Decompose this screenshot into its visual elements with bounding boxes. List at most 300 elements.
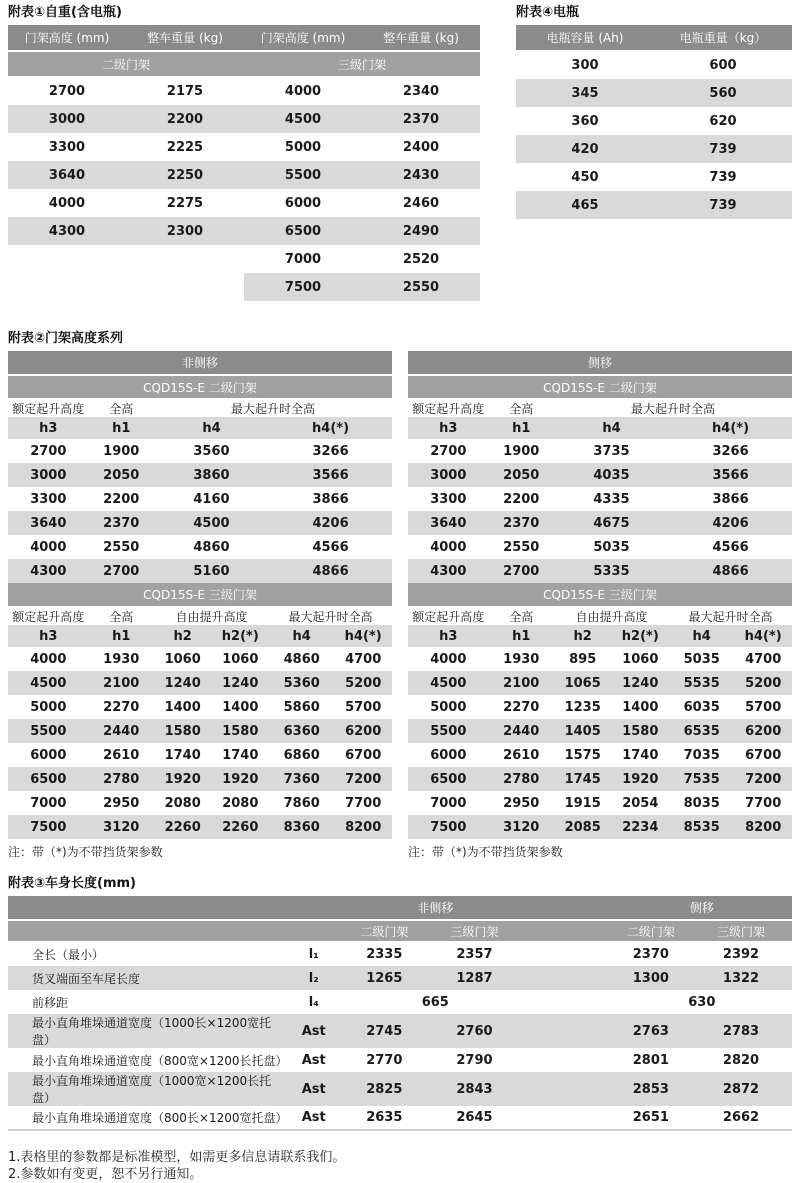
mast-value-cell: 2054 xyxy=(622,795,659,811)
mast-value-cell: 1575 xyxy=(564,747,601,763)
mast-value-cell: 4675 xyxy=(554,511,669,535)
mast-value-cell: 8360 xyxy=(269,815,334,839)
mast-value-cell: 7360 xyxy=(269,767,334,791)
mast-value-cell: 6535 xyxy=(669,719,734,743)
battery-value-cell: 450 xyxy=(571,169,599,185)
mast-data-row xyxy=(8,743,392,767)
mast-value-cell: 8035 xyxy=(683,795,720,811)
mast-value-cell: 2950 xyxy=(503,795,540,811)
mast-value-cell: 2234 xyxy=(611,815,669,839)
battery-value-cell: 300 xyxy=(571,58,599,73)
mast-value-cell: 5860 xyxy=(283,699,320,715)
mast-data-row xyxy=(8,791,392,815)
symbol-header: h2 xyxy=(154,625,212,647)
mast-value-cell: 2440 xyxy=(489,719,554,743)
length-value-cell: 2645 xyxy=(424,1106,526,1130)
length-value-cell: 2662 xyxy=(690,1106,792,1130)
weight-value-cell: 2400 xyxy=(402,139,440,155)
symbol-header-row xyxy=(408,417,792,439)
mast-data-row xyxy=(8,535,392,559)
symbol-header: h3 xyxy=(408,417,489,439)
self-weight-header-row xyxy=(8,25,480,51)
weight-value-cell xyxy=(126,245,244,273)
mast-value-cell: 2085 xyxy=(554,815,612,839)
footnotes xyxy=(8,1149,792,1183)
param-symbol: l₂ xyxy=(282,966,345,990)
mast-value-cell: 4866 xyxy=(669,559,792,583)
mast-value-cell: 7000 xyxy=(430,795,467,811)
group-header: 全高 xyxy=(89,399,154,417)
mast-data-row xyxy=(8,719,392,743)
length-value-cell: 2853 xyxy=(612,1072,690,1106)
column-header: 门架高度 (mm) xyxy=(8,25,126,51)
mast-value-cell: 8535 xyxy=(669,815,734,839)
mast-value-cell: 6700 xyxy=(745,747,782,763)
body-length-group-row xyxy=(8,896,792,920)
mast-value-cell: 1060 xyxy=(622,651,659,667)
column-header: 整车重量 (kg) xyxy=(362,25,480,51)
weight-value-cell: 2370 xyxy=(362,105,480,133)
mast-value-cell: 1920 xyxy=(211,767,269,791)
model-header: CQD15S-E 二级门架 xyxy=(8,375,392,399)
battery-row xyxy=(516,107,792,135)
mast-value-cell: 4500 xyxy=(408,671,489,695)
shift-header-row xyxy=(8,351,392,375)
mast-value-cell: 7500 xyxy=(408,815,489,839)
mast-value-cell: 7700 xyxy=(745,795,782,811)
weight-value-cell: 2250 xyxy=(126,161,244,189)
mast-value-cell: 2050 xyxy=(89,463,154,487)
mast-series-row xyxy=(8,351,792,860)
mast-value-cell: 8200 xyxy=(334,815,392,839)
self-weight-row xyxy=(8,161,480,189)
mast-value-cell: 5500 xyxy=(408,719,489,743)
mast-value-cell: 3300 xyxy=(30,491,67,507)
param-symbol: Ast xyxy=(301,1052,326,1068)
mast-group-row xyxy=(8,51,480,77)
mast-value-cell: 5535 xyxy=(669,671,734,695)
length-value-cell: 2801 xyxy=(632,1052,669,1068)
weight-value-cell: 3640 xyxy=(8,161,126,189)
column-header: 整车重量 (kg) xyxy=(126,25,244,51)
symbol-header: h4 xyxy=(269,625,334,647)
mast-value-cell: 2610 xyxy=(503,747,540,763)
mast-value-cell: 4700 xyxy=(745,651,782,667)
mast-value-cell: 7500 xyxy=(8,815,89,839)
mast-data-row xyxy=(8,559,392,583)
mast-value-cell: 6000 xyxy=(30,747,67,763)
mast-value-cell: 1240 xyxy=(211,671,269,695)
self-weight-row xyxy=(8,105,480,133)
spacer-cell xyxy=(525,966,611,990)
mast-value-cell: 2440 xyxy=(89,719,154,743)
weight-value-cell: 6500 xyxy=(244,217,362,245)
battery-row xyxy=(516,51,792,79)
mast-value-cell: 3860 xyxy=(154,463,269,487)
symbol-header: h4 xyxy=(154,417,269,439)
mast-value-cell: 1900 xyxy=(503,443,540,459)
weight-value-cell: 3000 xyxy=(8,105,126,133)
param-label: 最小直角堆垛通道宽度（1000长×1200宽托盘） xyxy=(8,1014,282,1048)
spacer-cell xyxy=(525,1014,611,1048)
symbol-header: h4 xyxy=(669,625,734,647)
weight-value-cell: 4500 xyxy=(244,105,362,133)
symbol-header: h1 xyxy=(89,417,154,439)
length-value-cell: 1287 xyxy=(424,966,526,990)
battery-value-cell: 345 xyxy=(516,79,654,107)
mast-value-cell: 4206 xyxy=(669,511,792,535)
battery-value-cell: 360 xyxy=(571,113,599,129)
mast-data-row xyxy=(408,463,792,487)
mast-value-cell: 3266 xyxy=(312,443,349,459)
mast-data-row xyxy=(408,671,792,695)
mast-value-cell: 4566 xyxy=(312,539,349,555)
symbol-header: h1 xyxy=(89,625,154,647)
symbol-header-row xyxy=(8,625,392,647)
mast-value-cell: 3735 xyxy=(593,443,630,459)
mast-value-cell: 5360 xyxy=(269,671,334,695)
body-length-row xyxy=(8,1106,792,1130)
group-header: 全高 xyxy=(89,607,154,625)
mast-value-cell: 3000 xyxy=(408,463,489,487)
spacer-cell xyxy=(525,920,611,942)
length-value-cell: 2745 xyxy=(345,1014,423,1048)
mast-data-row xyxy=(8,511,392,535)
mast-data-row xyxy=(408,647,792,671)
symbol-header: h3 xyxy=(8,625,89,647)
length-value-cell: 2843 xyxy=(424,1072,526,1106)
body-length-title: 附表③车身长度(mm) xyxy=(8,876,136,891)
group-header: 自由提升高度 xyxy=(554,607,669,625)
param-symbol: Ast xyxy=(282,1014,345,1048)
mast-data-row xyxy=(8,671,392,695)
length-value-cell: 1265 xyxy=(345,966,423,990)
symbol-header: h2(*) xyxy=(611,625,669,647)
mast-value-cell: 2100 xyxy=(489,671,554,695)
length-value-cell: 2790 xyxy=(456,1052,493,1068)
group-header: 额定起升高度 xyxy=(8,399,89,417)
mast-value-cell: 4000 xyxy=(30,539,67,555)
mast-value-cell: 4860 xyxy=(193,539,230,555)
group-header: 全高 xyxy=(489,399,554,417)
symbol-header: h1 xyxy=(489,417,554,439)
self-weight-row xyxy=(8,273,480,301)
mast-value-cell: 1400 xyxy=(222,699,259,715)
length-value-cell: 2820 xyxy=(722,1052,760,1068)
mast-value-cell: 7700 xyxy=(345,795,382,811)
mast-value-cell: 1740 xyxy=(622,747,659,763)
mast-data-row xyxy=(8,695,392,719)
mast-data-row xyxy=(408,767,792,791)
mast-value-cell: 4206 xyxy=(269,511,392,535)
mast-value-cell: 1580 xyxy=(154,719,212,743)
mast-value-cell: 1920 xyxy=(154,767,212,791)
group-header-row xyxy=(8,607,392,625)
length-value-cell: 2783 xyxy=(690,1014,792,1048)
weight-value-cell: 2520 xyxy=(402,251,440,267)
mast-value-cell: 2370 xyxy=(489,511,554,535)
group-header: 最大起升时全高 xyxy=(154,399,392,417)
mast-value-cell: 1900 xyxy=(103,443,140,459)
mast-value-cell: 1060 xyxy=(164,651,201,667)
group-header: 最大起升时全高 xyxy=(669,607,792,625)
weight-value-cell: 2490 xyxy=(362,217,480,245)
mast-value-cell: 1060 xyxy=(222,651,259,667)
body-length-row xyxy=(8,1072,792,1106)
mast-value-cell: 2700 xyxy=(430,443,467,459)
param-symbol: Ast xyxy=(282,1072,345,1106)
mast-value-cell: 6000 xyxy=(430,747,467,763)
mast-value-cell: 1240 xyxy=(611,671,669,695)
model-header-row xyxy=(8,375,392,399)
mast-value-cell: 6700 xyxy=(345,747,382,763)
symbol-header: h2 xyxy=(554,625,612,647)
length-value-cell: 2763 xyxy=(612,1014,690,1048)
mast-value-cell: 4000 xyxy=(430,651,467,667)
body-length-row xyxy=(8,990,792,1014)
mast-value-cell: 6860 xyxy=(283,747,320,763)
mast-value-cell: 2050 xyxy=(489,463,554,487)
model-header-row xyxy=(408,375,792,399)
mast-value-cell: 1740 xyxy=(164,747,201,763)
mast-value-cell: 4035 xyxy=(554,463,669,487)
mast-value-cell: 7000 xyxy=(30,795,67,811)
mast-value-cell: 2550 xyxy=(103,539,140,555)
mast-data-row xyxy=(8,487,392,511)
mast-value-cell: 5035 xyxy=(593,539,630,555)
weight-value-cell: 3300 xyxy=(48,139,86,155)
mast-value-cell: 2260 xyxy=(154,815,212,839)
symbol-header: h4(*) xyxy=(734,625,792,647)
spacer-cell xyxy=(525,896,611,920)
mast-data-row xyxy=(408,815,792,839)
mast-value-cell: 4000 xyxy=(430,539,467,555)
mast-value-cell: 1400 xyxy=(164,699,201,715)
battery-table xyxy=(516,25,792,219)
symbol-header-row xyxy=(8,417,392,439)
mast-data-row xyxy=(408,559,792,583)
battery-header-row xyxy=(516,25,792,51)
mast-value-cell: 3866 xyxy=(712,491,749,507)
self-weight-row xyxy=(8,217,480,245)
group-header: 最大起升时全高 xyxy=(269,607,392,625)
mast-value-cell: 2200 xyxy=(503,491,540,507)
weight-value-cell: 4000 xyxy=(48,195,86,211)
mast-value-cell: 5200 xyxy=(334,671,392,695)
mast-series-title: 附表②门架高度系列 xyxy=(8,331,124,346)
mast-value-cell: 1930 xyxy=(103,651,140,667)
length-value-cell: 665 xyxy=(421,994,449,1010)
mast-value-cell: 1065 xyxy=(554,671,612,695)
column-header: 门架高度 (mm) xyxy=(244,25,362,51)
group-header-row xyxy=(408,399,792,417)
mast-value-cell: 2260 xyxy=(211,815,269,839)
mast-value-cell: 895 xyxy=(569,651,597,667)
group-header-row xyxy=(8,399,392,417)
column-header: 二级门架 xyxy=(612,920,690,942)
mast-value-cell: 1930 xyxy=(503,651,540,667)
length-value-cell: 2392 xyxy=(722,947,760,962)
mast-value-cell: 7200 xyxy=(734,767,792,791)
mast-table-container-sideshift xyxy=(408,351,792,839)
symbol-header: h3 xyxy=(408,625,489,647)
weight-value-cell: 2430 xyxy=(362,161,480,189)
mast-note: 注：带（*)为不带挡货架参数 xyxy=(408,845,563,859)
mast-block-sideshift xyxy=(408,351,792,860)
battery-value-cell: 560 xyxy=(654,79,792,107)
mast-value-cell: 2370 xyxy=(89,511,154,535)
empty-header-cell xyxy=(8,896,345,920)
param-label: 货叉端面至车尾长度 xyxy=(8,966,282,990)
spacer-cell xyxy=(525,1072,611,1106)
param-label: 最小直角堆垛通道宽度（800宽×1200长托盘） xyxy=(32,1053,288,1068)
shift-header-row xyxy=(408,351,792,375)
weight-value-cell: 7500 xyxy=(244,273,362,301)
self-weight-row xyxy=(8,77,480,105)
mast-value-cell: 3120 xyxy=(89,815,154,839)
mast-value-cell: 5700 xyxy=(745,699,782,715)
mast-value-cell: 4566 xyxy=(712,539,749,555)
mast-value-cell: 5500 xyxy=(8,719,89,743)
mast-height-table xyxy=(8,351,392,839)
shift-header: 非侧移 xyxy=(8,351,392,375)
length-value-cell: 2335 xyxy=(366,947,403,962)
symbol-header: h4 xyxy=(554,417,669,439)
mast-value-cell: 6200 xyxy=(334,719,392,743)
battery-value-cell: 420 xyxy=(516,135,654,163)
param-label: 全长（最小） xyxy=(32,948,105,962)
mast-value-cell: 2080 xyxy=(222,795,259,811)
mast-value-cell: 2700 xyxy=(30,443,67,459)
body-length-table xyxy=(8,896,792,1131)
self-weight-title: 附表①自重(含电瓶) xyxy=(8,5,122,20)
group-header: 额定起升高度 xyxy=(8,607,89,625)
mast-value-cell: 3866 xyxy=(312,491,349,507)
body-length-row xyxy=(8,942,792,966)
shift-header: 侧移 xyxy=(408,351,792,375)
battery-value-cell: 465 xyxy=(516,191,654,219)
model-header-row xyxy=(8,583,392,607)
mast-value-cell: 4860 xyxy=(283,651,320,667)
mast-value-cell: 6360 xyxy=(269,719,334,743)
mast-value-cell: 2550 xyxy=(503,539,540,555)
param-label: 最小直角堆垛通道宽度（800长×1200宽托盘） xyxy=(8,1106,282,1130)
model-header-row xyxy=(408,583,792,607)
group-header: 自由提升高度 xyxy=(154,607,269,625)
mast-value-cell: 1235 xyxy=(564,699,601,715)
weight-value-cell xyxy=(8,273,126,301)
weight-value-cell: 6000 xyxy=(284,195,322,211)
mast-value-cell: 4000 xyxy=(30,651,67,667)
body-length-row xyxy=(8,1014,792,1048)
symbol-header: h3 xyxy=(8,417,89,439)
mast-value-cell: 5035 xyxy=(683,651,720,667)
battery-value-cell: 739 xyxy=(709,169,737,185)
mast-value-cell: 2780 xyxy=(489,767,554,791)
mast-height-table xyxy=(408,351,792,839)
mast-value-cell: 2270 xyxy=(103,699,140,715)
mast-data-row xyxy=(408,719,792,743)
mast-value-cell: 3560 xyxy=(193,443,230,459)
mast-group-header: 三级门架 xyxy=(244,51,480,77)
top-row xyxy=(8,5,792,301)
mast-value-cell: 1580 xyxy=(611,719,669,743)
mast-data-row xyxy=(8,647,392,671)
weight-value-cell: 2225 xyxy=(166,139,204,155)
footnote-1: 1.表格里的参数都是标准模型，如需更多信息请联系我们。 xyxy=(8,1150,346,1165)
mast-value-cell: 2610 xyxy=(103,747,140,763)
mast-value-cell: 8200 xyxy=(734,815,792,839)
column-header: 三级门架 xyxy=(690,920,792,942)
spacer-cell xyxy=(525,990,611,1014)
weight-value-cell: 4000 xyxy=(284,84,322,99)
spacer-cell xyxy=(525,942,611,966)
mast-group-header: 二级门架 xyxy=(8,51,244,77)
battery-block xyxy=(516,5,792,219)
mast-data-row xyxy=(408,511,792,535)
group-header: 额定起升高度 xyxy=(408,607,489,625)
group-header-row xyxy=(408,607,792,625)
mast-value-cell: 1745 xyxy=(554,767,612,791)
group-header-non-sideshift: 非侧移 xyxy=(345,896,525,920)
symbol-header: h4(*) xyxy=(334,625,392,647)
battery-row xyxy=(516,163,792,191)
param-label: 前移距 xyxy=(32,995,69,1010)
weight-value-cell: 2700 xyxy=(48,84,86,99)
body-length-row xyxy=(8,1048,792,1072)
mast-value-cell: 3640 xyxy=(8,511,89,535)
mast-data-row xyxy=(8,767,392,791)
mast-value-cell: 5000 xyxy=(30,699,67,715)
length-value-cell: 1322 xyxy=(690,966,792,990)
column-header: 二级门架 xyxy=(345,920,423,942)
length-value-cell: 2770 xyxy=(366,1052,403,1068)
battery-value-cell: 600 xyxy=(709,58,737,73)
weight-value-cell: 2460 xyxy=(402,195,440,211)
mast-value-cell: 4335 xyxy=(593,491,630,507)
mast-value-cell: 3266 xyxy=(712,443,749,459)
model-header: CQD15S-E 三级门架 xyxy=(8,583,392,607)
symbol-header: h1 xyxy=(489,625,554,647)
mast-value-cell: 4700 xyxy=(345,651,382,667)
mast-data-row xyxy=(8,463,392,487)
mast-value-cell: 6035 xyxy=(683,699,720,715)
mast-data-row xyxy=(408,743,792,767)
mast-data-row xyxy=(8,815,392,839)
mast-value-cell: 5335 xyxy=(554,559,669,583)
model-header: CQD15S-E 三级门架 xyxy=(408,583,792,607)
mast-value-cell: 7200 xyxy=(334,767,392,791)
weight-value-cell: 2175 xyxy=(166,84,204,99)
mast-data-row xyxy=(408,535,792,559)
mast-value-cell: 2100 xyxy=(89,671,154,695)
length-value-cell: 2651 xyxy=(612,1106,690,1130)
weight-value-cell: 2200 xyxy=(126,105,244,133)
mast-value-cell: 6500 xyxy=(8,767,89,791)
mast-value-cell: 4160 xyxy=(193,491,230,507)
battery-value-cell: 739 xyxy=(654,135,792,163)
mast-value-cell: 1915 xyxy=(564,795,601,811)
weight-value-cell: 5500 xyxy=(244,161,362,189)
mast-table-container-non-sideshift xyxy=(8,351,392,839)
mast-value-cell: 3566 xyxy=(669,463,792,487)
param-symbol: l₁ xyxy=(308,947,319,962)
mast-data-row xyxy=(408,487,792,511)
spacer-cell xyxy=(525,1106,611,1130)
mast-value-cell: 2080 xyxy=(164,795,201,811)
param-label: 最小直角堆垛通道宽度（1000宽×1200长托盘） xyxy=(8,1072,282,1106)
mast-value-cell: 1920 xyxy=(611,767,669,791)
